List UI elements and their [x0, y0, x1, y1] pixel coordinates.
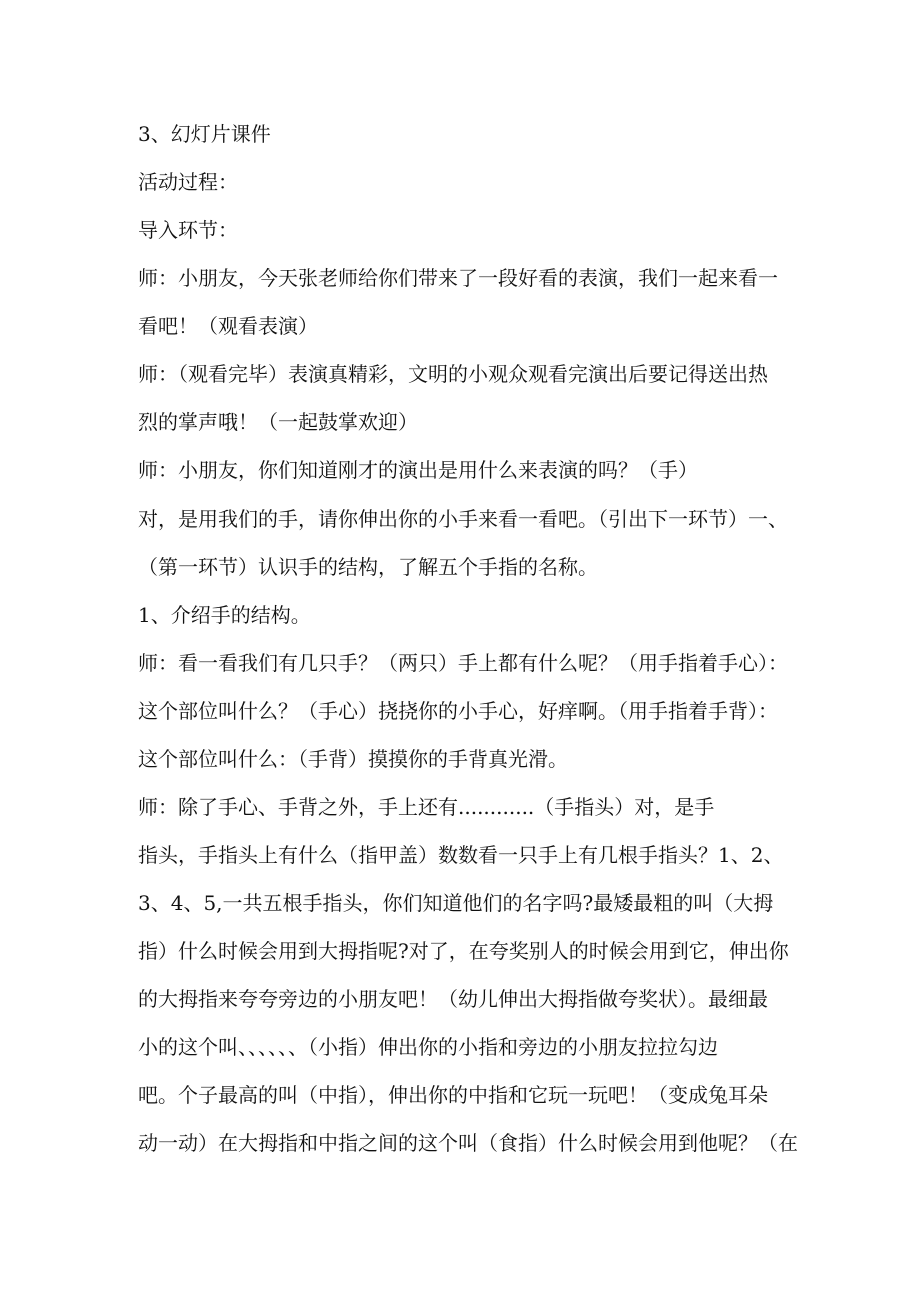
text-line-7: 烈的掌声哦！（一起鼓掌欢迎） — [138, 410, 418, 434]
text-line-19: 的大拇指来夸夸旁边的小朋友吧！（幼儿伸出大拇指做夸奖状）。最细最 — [138, 987, 768, 1011]
text-line-1: 3、幻灯片课件 — [138, 122, 271, 146]
text-line-8: 师：小朋友，你们知道刚才的演出是用什么来表演的吗？（手） — [138, 458, 698, 482]
text-line-5: 看吧！（观看表演） — [138, 314, 318, 338]
text-line-11: 1、介绍手的结构。 — [138, 603, 311, 627]
text-line-2: 活动过程： — [138, 170, 238, 194]
text-line-21: 吧。个子最高的叫（中指），伸出你的中指和它玩一玩吧！（变成兔耳朵 — [138, 1083, 768, 1107]
text-line-17: 3、4、5,一共五根手指头，你们知道他们的名字吗?最矮最粗的叫（大拇 — [138, 891, 774, 915]
text-line-18: 指）什么时候会用到大拇指呢?对了，在夸奖别人的时候会用到它，伸出你 — [138, 939, 789, 963]
text-line-13: 这个部位叫什么？（手心）挠挠你的小手心，好痒啊。（用手指着手背）： — [138, 699, 778, 723]
text-line-15: 师：除了手心、手背之外，手上还有............（手指头）对，是手 — [138, 795, 715, 819]
text-line-12: 师：看一看我们有几只手？（两只）手上都有什么呢？（用手指着手心）： — [138, 651, 788, 675]
text-line-16: 指头，手指头上有什么（指甲盖）数数看一只手上有几根手指头？1、2、 — [138, 843, 784, 867]
text-line-22: 动一动）在大拇指和中指之间的这个叫（食指）什么时候会用到他呢？（在 — [138, 1131, 798, 1155]
text-line-20: 小的这个叫、、、、、、（小指）伸出你的小指和旁边的小朋友拉拉勾边 — [138, 1035, 718, 1059]
text-line-9: 对，是用我们的手，请你伸出你的小手来看一看吧。（引出下一环节）一、 — [138, 507, 788, 531]
text-line-6: 师：（观看完毕）表演真精彩，文明的小观众观看完演出后要记得送出热 — [138, 362, 768, 386]
text-line-4: 师：小朋友，今天张老师给你们带来了一段好看的表演，我们一起来看一 — [138, 266, 778, 290]
text-line-14: 这个部位叫什么：（手背）摸摸你的手背真光滑。 — [138, 747, 568, 771]
text-line-10: （第一环节）认识手的结构，了解五个手指的名称。 — [138, 555, 598, 579]
text-line-3: 导入环节： — [138, 218, 238, 242]
